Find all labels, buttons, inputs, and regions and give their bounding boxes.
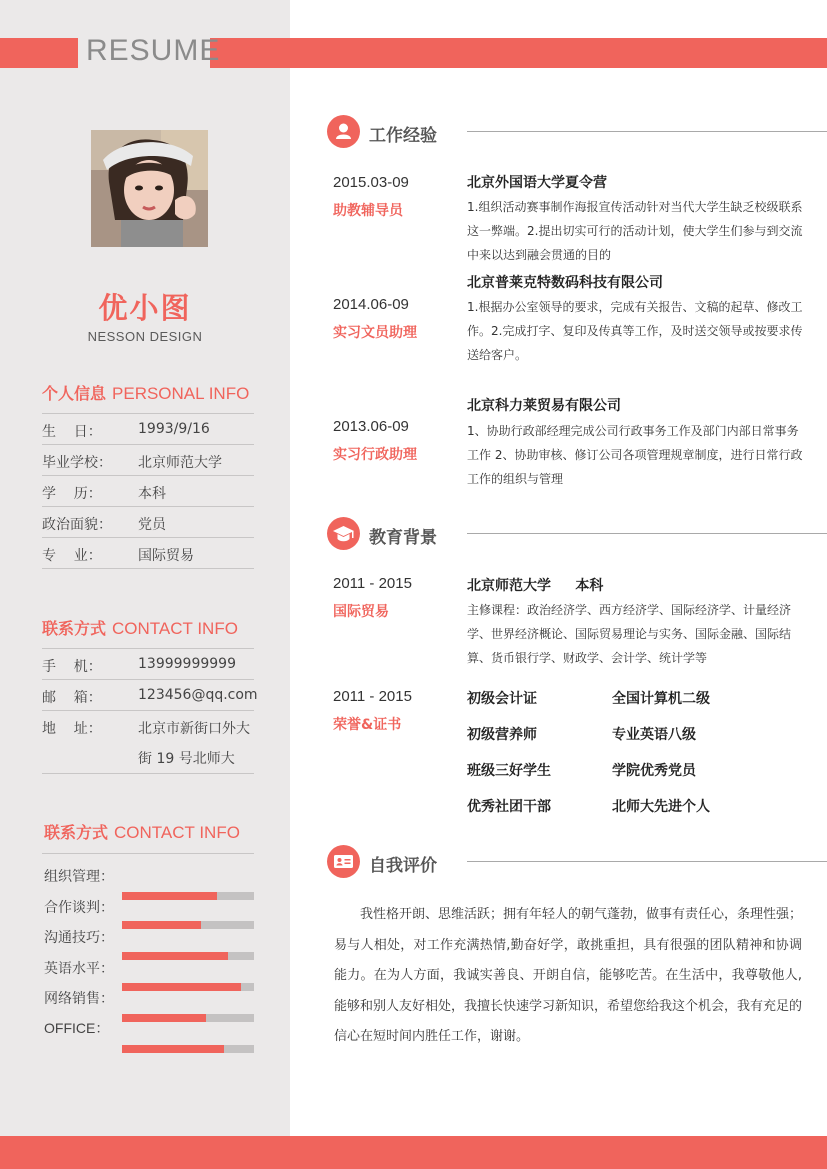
personal-info-heading: [42, 381, 249, 404]
education-date: 2011 - 2015: [333, 575, 412, 592]
candidate-subtitle: NESSON DESIGN: [87, 329, 203, 344]
info-key: 生 日：: [42, 424, 102, 440]
info-value: 党员: [138, 517, 166, 533]
work-role: 助教辅导员: [333, 203, 403, 219]
skill-bar: [122, 1045, 254, 1053]
info-row-birthday: [42, 413, 254, 444]
skills-title-zh: 联系方式: [44, 823, 109, 842]
work-description: 1.根据办公室领导的要求，完成有关报告、文稿的起草、修改工作。2.完成打字、复印及传真等工作，及时送交领导或按要求传送给客户。: [467, 300, 803, 362]
personal-info-title-en: PERSONAL INFO: [112, 384, 250, 403]
info-value: 北京市新街口外大: [138, 721, 250, 737]
skills-title-en: CONTACT INFO: [114, 823, 240, 842]
info-value: 街 19 号北师大: [138, 751, 235, 767]
work-role: 实习行政助理: [333, 447, 417, 463]
skill-label: 网络销售：: [44, 991, 114, 1007]
divider: [467, 861, 827, 862]
graduation-cap-icon: [327, 517, 360, 550]
work-section-title: 工作经验: [369, 126, 437, 146]
divider: [42, 568, 254, 569]
work-date: 2015.03-09: [333, 174, 409, 191]
skill-bar: [122, 921, 254, 929]
work-company: 北京普莱克特数码科技有限公司: [467, 275, 663, 291]
info-row-degree: [42, 475, 254, 506]
honor-item: 优秀社团干部: [467, 799, 551, 815]
person-icon: [327, 115, 360, 148]
self-eval-text: 我性格开朗、思维活跃；拥有年轻人的朝气蓬勃，做事有责任心，条理性强；易与人相处，对工作充满热情,勤奋好学，敢挑重担，具有很强的团队精神和协调能力。在为人方面，我诚实善良、开朗自信，能够吃苦。在生活中，我尊敬他人,能够和别人友好相处，我擅长快速学习新知识，希望您给我这个机会，我有充足的信心在短时间内胜任工作，谢谢。: [334, 907, 803, 1044]
education-courses: 主修课程：政治经济学、西方经济学、国际经济学、计量经济学、世界经济概论、国际贸易理论与实务、国际金融、国际结算、货币银行学、财政学、会计学、统计学等: [467, 603, 792, 665]
info-row-email: [42, 679, 258, 710]
info-value: 北京师范大学: [138, 455, 222, 471]
honor-item: 学院优秀党员: [612, 763, 696, 779]
work-section-heading: [327, 115, 827, 149]
skill-bar-fill: [122, 952, 228, 960]
work-company: 北京科力莱贸易有限公司: [467, 398, 621, 414]
work-description: 1.组织活动赛事制作海报宣传活动针对当代大学生缺乏校级联系这一弊端。2.提出切实可行的活动计划，使大学生们参与到交流中来以达到融会贯通的目的: [467, 200, 803, 262]
resume-heading: RESUME: [86, 34, 221, 67]
info-row-address-cont: [42, 741, 254, 772]
info-value: 国际贸易: [138, 548, 194, 564]
profile-photo: [91, 130, 208, 247]
honor-item: 专业英语八级: [612, 727, 696, 743]
divider: [42, 853, 254, 854]
info-key: 手 机：: [42, 659, 102, 675]
info-row-politics: [42, 506, 254, 537]
info-value: 123456@qq.com: [138, 687, 258, 703]
info-key: 专 业：: [42, 548, 102, 564]
info-key: 毕业学校：: [42, 455, 112, 471]
divider: [42, 773, 254, 774]
skill-label: 合作谈判：: [44, 900, 114, 916]
skill-bar-fill: [122, 983, 241, 991]
work-date: 2014.06-09: [333, 296, 409, 313]
honor-item: 全国计算机二级: [612, 691, 710, 707]
contact-info-title-en: CONTACT INFO: [112, 619, 238, 638]
skill-bar-fill: [122, 892, 217, 900]
education-section-heading: [327, 517, 827, 551]
education-school: 北京师范大学 本科: [467, 578, 604, 594]
education-section-title: 教育背景: [369, 528, 437, 548]
info-row-address: [42, 710, 254, 741]
honor-item: 初级会计证: [467, 691, 537, 707]
honors-title: 荣誉&证书: [333, 717, 402, 733]
info-key: 邮 箱：: [42, 690, 102, 706]
candidate-name: 优小图: [98, 291, 192, 325]
honors-date: 2011 - 2015: [333, 688, 412, 705]
honor-item: 初级营养师: [467, 727, 537, 743]
education-major: 国际贸易: [333, 604, 389, 620]
skill-bar-fill: [122, 1045, 224, 1053]
work-date: 2013.06-09: [333, 418, 409, 435]
info-key: 政治面貌：: [42, 517, 112, 533]
work-company: 北京外国语大学夏令营: [467, 175, 607, 191]
self-eval-section-heading: [327, 845, 827, 879]
honor-item: 北师大先进个人: [612, 799, 710, 815]
info-value: 1993/9/16: [138, 421, 210, 437]
footer-band: [0, 1136, 827, 1169]
info-value: 13999999999: [138, 656, 236, 672]
header-band-left: [0, 38, 78, 68]
skill-bar: [122, 892, 254, 900]
self-eval-section-title: 自我评价: [369, 856, 437, 876]
info-key: 地 址：: [42, 721, 102, 737]
info-row-phone: [42, 648, 254, 679]
skill-label: OFFICE：: [44, 1020, 110, 1036]
divider: [467, 131, 827, 132]
id-card-icon: [327, 845, 360, 878]
contact-info-title-zh: 联系方式: [42, 619, 107, 638]
skill-bar-fill: [122, 1014, 206, 1022]
work-description: 1、协助行政部经理完成公司行政事务工作及部门内部日常事务工作 2、协助审核、修订公司各项管理规章制度，进行日常行政工作的组织与管理: [467, 424, 803, 486]
skill-bar: [122, 983, 254, 991]
skill-bar-fill: [122, 921, 201, 929]
skill-label: 英语水平：: [44, 961, 114, 977]
info-value: 本科: [138, 486, 166, 502]
work-role: 实习文员助理: [333, 325, 417, 341]
skill-label: 沟通技巧：: [44, 930, 114, 946]
skills-heading: [44, 820, 240, 843]
honor-item: 班级三好学生: [467, 763, 551, 779]
personal-info-title-zh: 个人信息: [42, 384, 107, 403]
skill-bar: [122, 1014, 254, 1022]
info-row-school: [42, 444, 254, 475]
divider: [467, 533, 827, 534]
info-row-major: [42, 537, 254, 568]
contact-info-heading: [42, 616, 238, 639]
info-key: 学 历：: [42, 486, 102, 502]
skill-label: 组织管理：: [44, 869, 114, 885]
header-band-right: [210, 38, 827, 68]
skill-bar: [122, 952, 254, 960]
